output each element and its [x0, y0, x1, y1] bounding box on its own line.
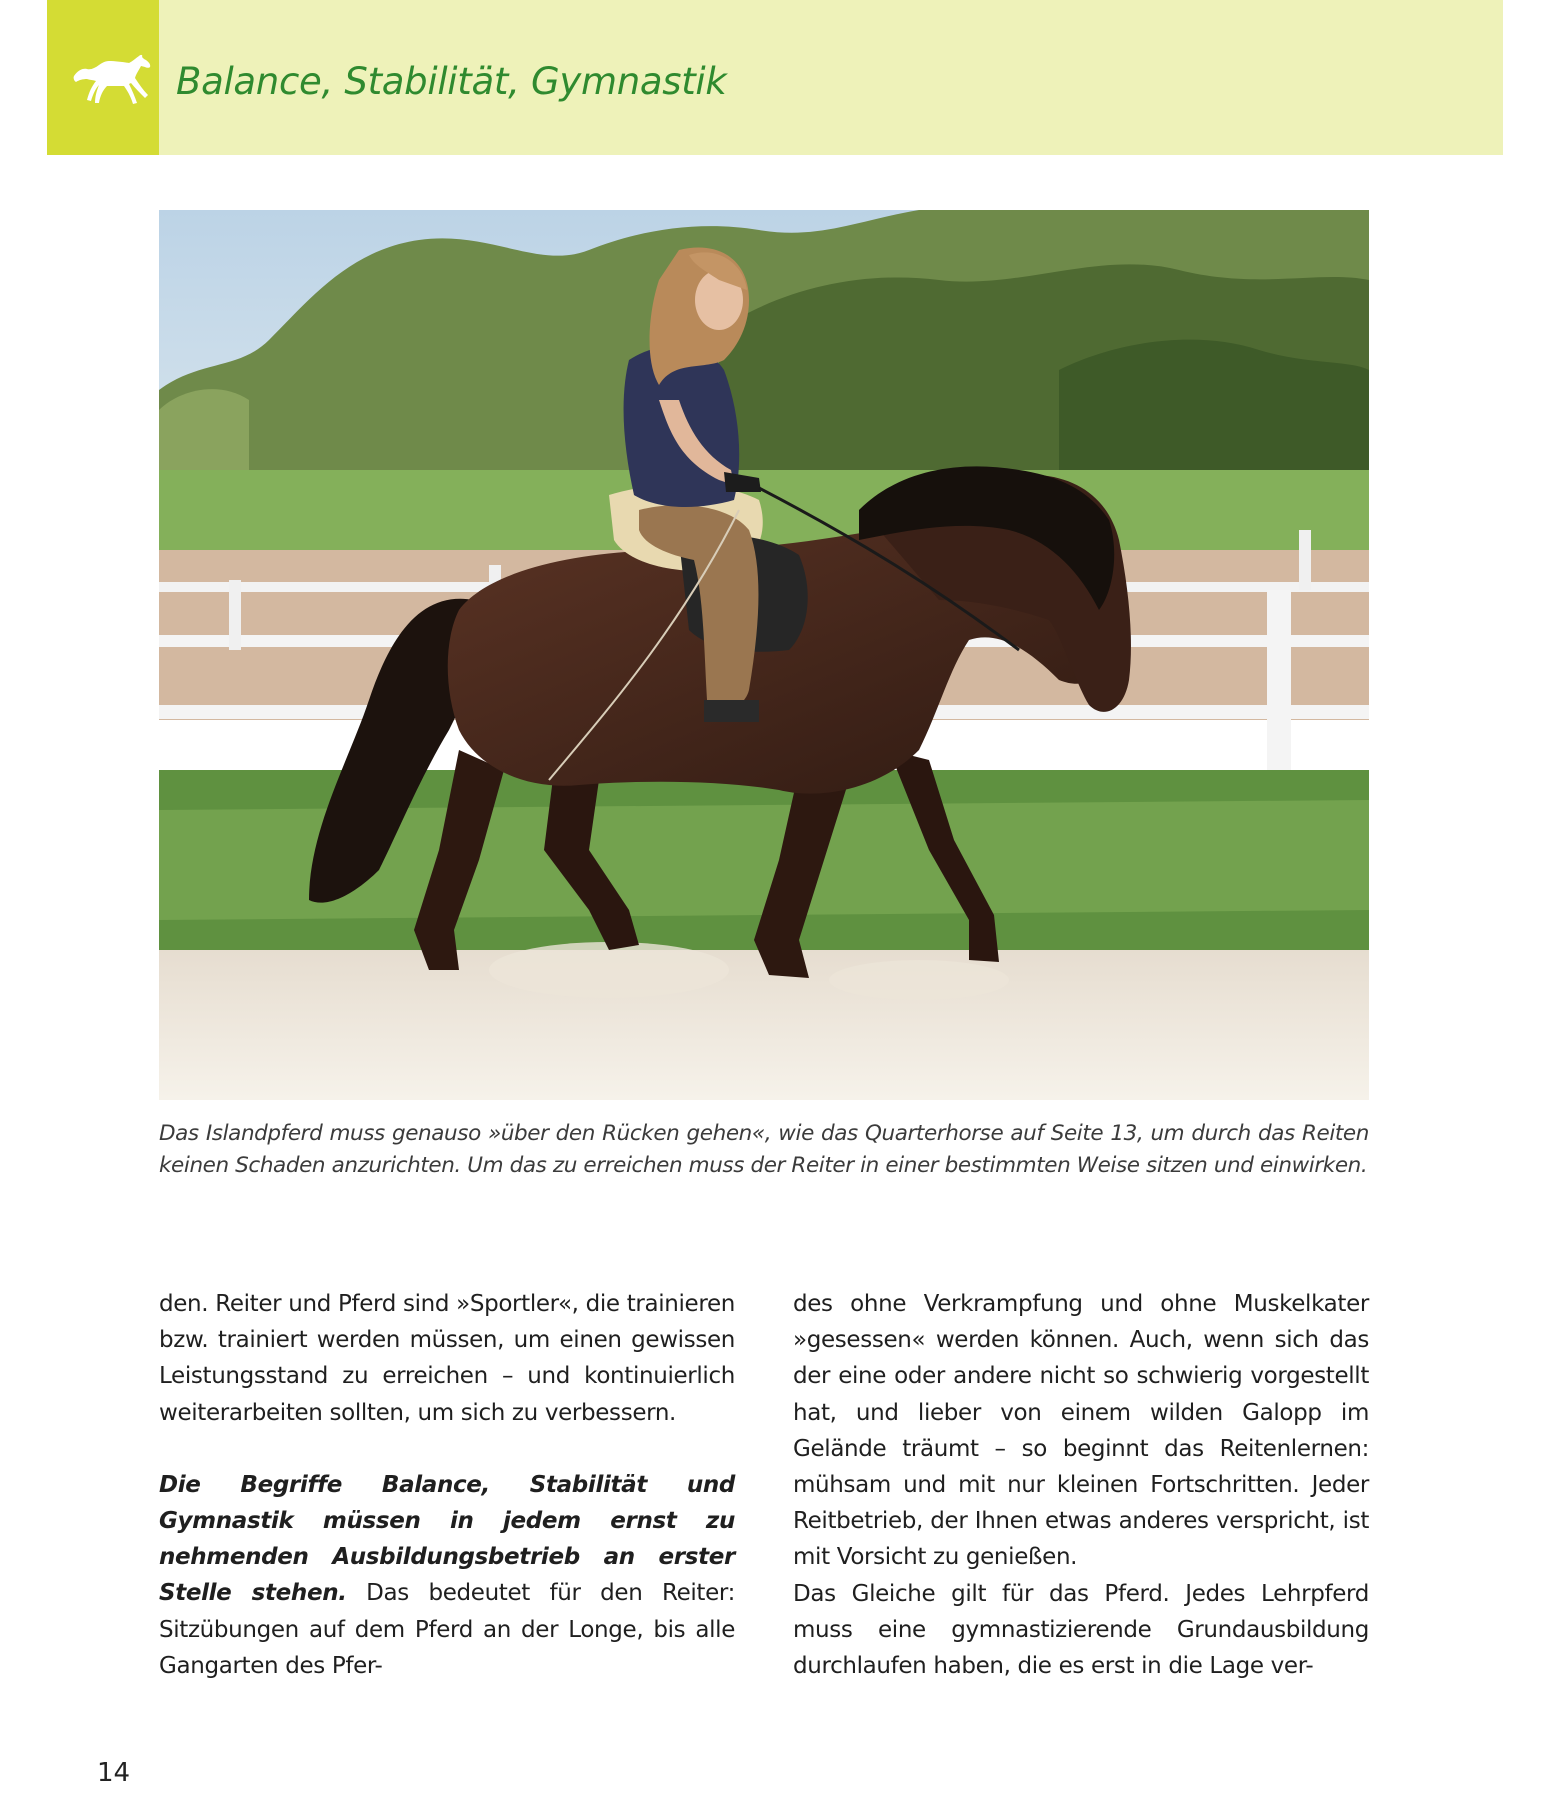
header-icon-box: [47, 0, 159, 155]
paragraph: des ohne Verkrampfung und ohne Muskelkater »gesessen« werden können. Auch, wenn sich das der eine oder andere nicht so schwierig vorgestellt hat, und lieber von einem wilden Galopp im Gelände träumt – so beginnt das Reitenlernen: mühsam und mit nur kleinen Fortschritten. Jeder Reitbetrieb, der Ihnen etwas anderes verspricht, ist mit Vorsicht zu genießen.: [793, 1291, 1369, 1571]
body-column-right: [793, 1286, 1369, 1684]
horse-icon: [69, 50, 153, 110]
photo-rider-on-icelandic-horse: [159, 210, 1369, 1100]
paragraph: [159, 1467, 735, 1684]
emphasis-text: Die Begriffe Balance, Stabilität und Gymnastik müssen in jedem ernst zu nehmenden Ausbildungsbetrieb an erster Stelle stehen.: [159, 1471, 735, 1607]
paragraph-text: Das bedeutet für den Reiter: Sitzübungen auf dem Pferd an der Longe, bis alle Gangarten des Pfer-: [159, 1580, 735, 1679]
paragraph: den. Reiter und Pferd sind »Sportler«, die trainieren bzw. trainiert werden müssen, um einen gewissen Leistungsstand zu erreichen – und kontinuierlich weiterarbeiten sollten, um sich zu verbessern.: [159, 1291, 735, 1426]
page-number: 14: [97, 1758, 131, 1788]
body-column-left: [159, 1286, 735, 1684]
paragraph: Das Gleiche gilt für das Pferd. Jedes Lehrpferd muss eine gymnastizierende Grundausbildung durchlaufen haben, die es erst in die Lage ver-: [793, 1580, 1369, 1680]
figure-caption: Das Islandpferd muss genauso »über den Rücken gehen«, wie das Quarterhorse auf Seite 13, um durch das Reiten keinen Schaden anzurichten. Um das zu erreichen muss der Reiter in einer bestimmten Weise sitzen und einwirken.: [159, 1121, 1369, 1178]
page-title: Balance, Stabilität, Gymnastik: [176, 60, 727, 103]
